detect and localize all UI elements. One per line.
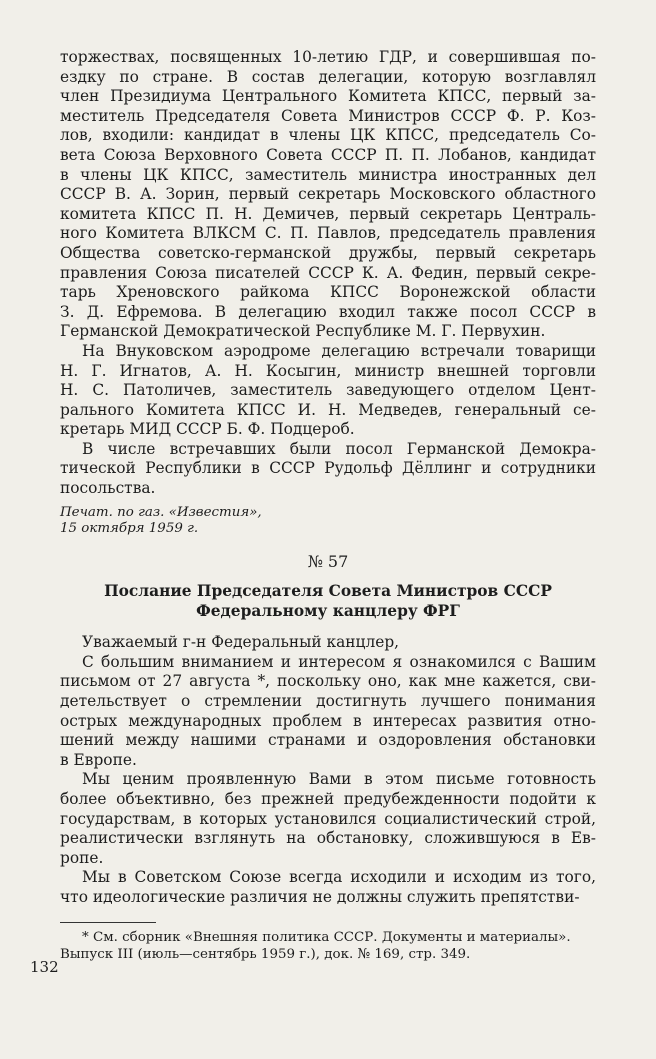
text-line: рального Комитета КПСС И. Н. Медведев, генеральный се-: [60, 400, 596, 419]
paragraph: [60, 440, 596, 499]
footnote-line: * См. сборник «Внешняя политика СССР. Документы и материалы».: [82, 929, 571, 945]
text-line: комитета КПСС П. Н. Демичев, первый секретарь Централь-: [60, 204, 596, 223]
text-line: меститель Председателя Совета Министров СССР Ф. Р. Коз-: [60, 106, 596, 125]
text-line: острых международных проблем в интересах развития отно-: [60, 711, 596, 730]
footnote-divider: [60, 922, 156, 923]
paragraph: [60, 48, 596, 342]
title-line: Федеральному канцлеру ФРГ: [196, 602, 460, 621]
title-line: Послание Председателя Совета Министров СССР: [104, 582, 552, 601]
text-line: правления Союза писателей СССР К. А. Федин, первый секре-: [60, 263, 596, 282]
text-line: посольства.: [60, 479, 156, 498]
text-line: СССР В. А. Зорин, первый секретарь Московского областного: [60, 185, 596, 204]
text-line: кретарь МИД СССР Б. Ф. Подцероб.: [60, 420, 355, 439]
text-line: письмом от 27 августа *, поскольку оно, как мне кажется, сви-: [60, 672, 596, 691]
text-line: На Внуковском аэродроме делегацию встречали товарищи: [82, 341, 596, 360]
text-line: Германской Демократической Республике М. Г. Первухин.: [60, 322, 546, 341]
text-line: вета Союза Верховного Совета СССР П. П. Лобанов, кандидат: [60, 145, 596, 164]
text-line: в Европе.: [60, 750, 137, 769]
text-line: торжествах, посвященных 10-летию ГДР, и совершившая по-: [60, 48, 596, 66]
paragraph: [60, 633, 596, 653]
letter-paragraphs: [60, 633, 596, 907]
text-line: Общества советско-германской дружбы, первый секретарь: [60, 243, 596, 262]
paragraph: [60, 868, 596, 907]
paragraph: [60, 770, 596, 868]
text-line: В числе встречавших были посол Германской Демокра-: [82, 439, 596, 458]
paragraph: [60, 653, 596, 771]
document-number: № 57: [307, 551, 349, 571]
source-citation: [60, 505, 596, 538]
text-line: С большим вниманием и интересом я ознакомился с Вашим: [82, 652, 596, 671]
text-line: что идеологические различия не должны служить препятстви-: [60, 887, 580, 906]
document-title: [60, 581, 596, 621]
text-line: лов, входили: кандидат в члены ЦК КПСС, председатель Со-: [60, 126, 596, 145]
text-line: Мы ценим проявленную Вами в этом письме готовность: [82, 770, 596, 789]
text-line: Уважаемый г-н Федеральный канцлер,: [82, 633, 400, 652]
text-line: ропе.: [60, 848, 104, 867]
text-line: З. Д. Ефремова. В делегацию входил также посол СССР в: [60, 302, 596, 321]
text-line: шений между нашими странами и оздоровления обстановки: [60, 731, 596, 750]
text-line: Н. Г. Игнатов, А. Н. Косыгин, министр внешней торговли: [60, 361, 596, 380]
text-line: ного Комитета ВЛКСМ С. П. Павлов, председатель правления: [60, 224, 596, 243]
main-text-column: [60, 48, 596, 963]
text-line: тической Республики в СССР Рудольф Дёллинг и сотрудники: [60, 459, 596, 478]
source-line: Печат. по газ. «Известия»,: [60, 504, 262, 520]
text-line: член Президиума Центрального Комитета КПСС, первый за-: [60, 87, 596, 106]
text-line: Н. С. Патоличев, заместитель заведующего отделом Цент-: [60, 381, 596, 400]
text-line: в члены ЦК КПСС, заместитель министра иностранных дел: [60, 165, 596, 184]
text-line: более объективно, без прежней предубежденности подойти к: [60, 790, 596, 808]
text-line: ездку по стране. В состав делегации, которую возглавлял: [60, 67, 596, 86]
text-line: реалистически взглянуть на обстановку, сложившуюся в Ев-: [60, 829, 596, 848]
text-line: Мы в Советском Союзе всегда исходили и исходим из того,: [82, 868, 596, 887]
top-paragraphs: [60, 48, 596, 499]
source-line: 15 октября 1959 г.: [60, 521, 199, 537]
text-line: детельствует о стремлении достигнуть лучшего понимания: [60, 692, 596, 711]
footnote: [60, 929, 596, 963]
text-line: тарь Хреновского райкома КПСС Воронежской области: [60, 283, 596, 302]
paragraph: [60, 342, 596, 440]
text-line: государствам, в которых установился социалистический строй,: [60, 809, 596, 828]
footnote-line: Выпуск III (июль—сентябрь 1959 г.), док. № 169, стр. 349.: [60, 946, 471, 962]
page-number: 132: [30, 958, 59, 976]
